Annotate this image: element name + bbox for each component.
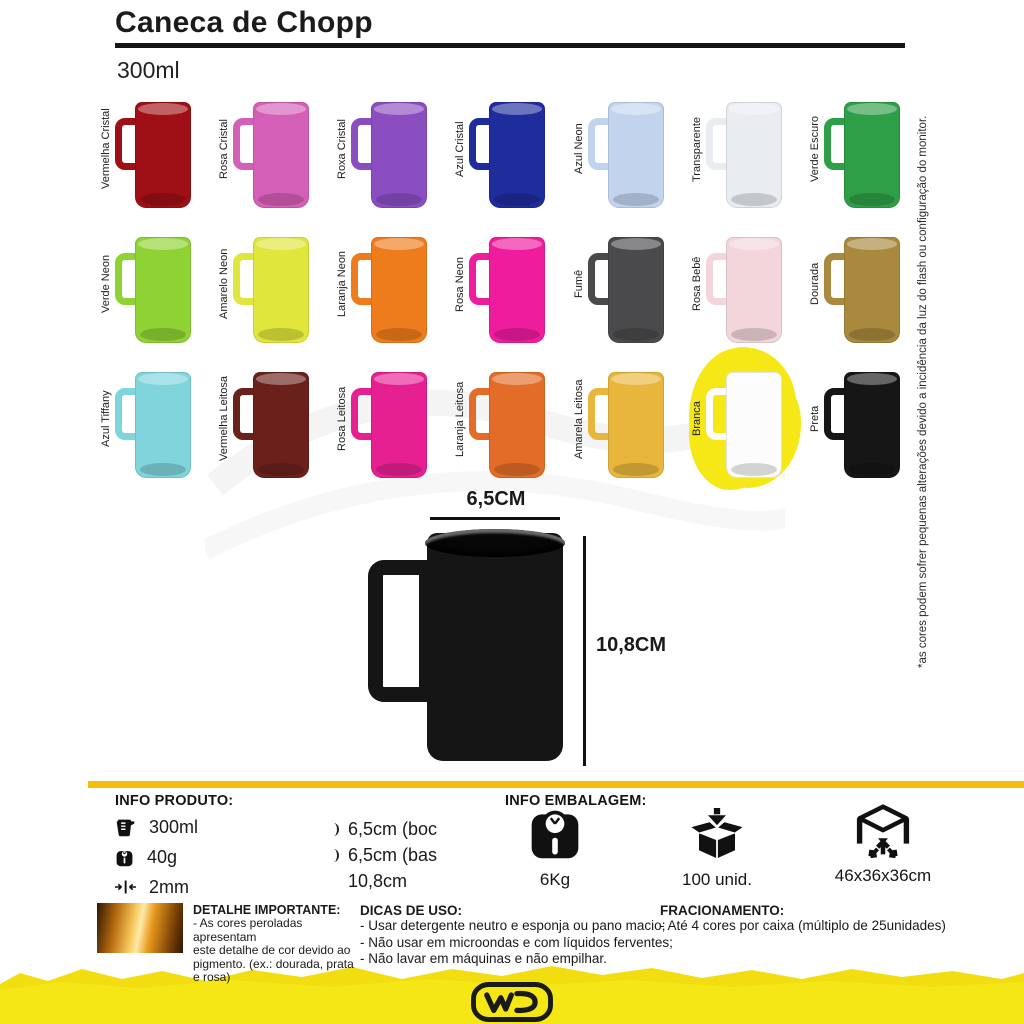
mug-cell — [677, 90, 795, 208]
mug-body — [608, 372, 664, 478]
detalhe-text — [193, 903, 357, 985]
mug-cell — [323, 360, 441, 478]
mug-image — [115, 102, 191, 208]
wd-logo — [470, 981, 554, 1023]
box-size-value: 46x36x36cm — [834, 866, 932, 885]
mug-color-label: Verde Neon — [99, 254, 112, 314]
mug-cell — [677, 225, 795, 343]
height-dimension-row — [330, 868, 437, 894]
weight-icon — [115, 848, 134, 867]
mug-image — [706, 372, 782, 478]
capacity-row — [115, 815, 233, 839]
mug-color-label: Laranja Leitosa — [454, 381, 467, 457]
mug-body — [844, 102, 900, 208]
info-embalagem-heading: INFO EMBALAGEM: — [505, 793, 647, 809]
mug-cell — [796, 225, 914, 343]
mug-color-label: Rosa Leitosa — [336, 386, 349, 452]
detalhe-line: este detalhe de cor devido ao — [193, 943, 351, 957]
mug-image — [588, 372, 664, 478]
mug-color-label: Rosa Cristal — [217, 119, 230, 179]
mug-color-label: Laranja Neon — [336, 250, 349, 318]
mug-cell — [559, 225, 677, 343]
dica-line: - Não lavar em máquinas e não empilhar. — [360, 951, 607, 966]
info-produto-section — [115, 793, 233, 899]
width-dimension-label: 6,5CM — [466, 488, 526, 510]
mug-body — [371, 102, 427, 208]
mug-image — [115, 372, 191, 478]
mug-cell — [796, 90, 914, 208]
mug-cell — [86, 90, 204, 208]
mug-body — [489, 372, 545, 478]
mug-cell — [559, 90, 677, 208]
measuring-cup-icon — [115, 817, 136, 838]
detalhe-importante-section — [97, 903, 357, 985]
scale-icon — [527, 806, 583, 862]
mug-cell — [559, 360, 677, 478]
mug-body — [253, 102, 309, 208]
package-size-icon — [854, 804, 912, 858]
box-icon — [688, 808, 746, 862]
height-dimension-line — [583, 536, 586, 766]
mug-color-label: Fumê — [572, 269, 585, 299]
mug-cell — [204, 90, 322, 208]
mug-color-label: Vermelha Cristal — [99, 108, 112, 190]
mug-image — [706, 102, 782, 208]
mug-body — [844, 372, 900, 478]
dica-line: - Usar detergente neutro e esponja ou pano macio; — [360, 918, 666, 933]
thickness-row — [115, 875, 233, 899]
color-disclaimer-note: *as cores podem sofrer pequenas alterações devido a incidência da luz do flash ou configuração do monitor. — [917, 115, 929, 668]
mug-image — [824, 372, 900, 478]
thickness-value: 2mm — [149, 876, 189, 897]
mug-color-label: Azul Tiffany — [99, 390, 112, 448]
mug-cell — [204, 225, 322, 343]
mug-body — [726, 237, 782, 343]
weight-row — [115, 845, 233, 869]
fracionamento-heading: FRACIONAMENTO: — [660, 903, 785, 918]
mug-cell — [86, 360, 204, 478]
thickness-icon — [115, 879, 136, 895]
big-mug-handle — [368, 560, 434, 702]
height-dimension-label: 10,8CM — [596, 634, 667, 656]
mug-body — [726, 372, 782, 478]
mug-cell — [204, 360, 322, 478]
mug-image — [588, 237, 664, 343]
yellow-divider — [88, 781, 1024, 788]
mug-body — [253, 372, 309, 478]
dimension-diagram — [350, 488, 680, 780]
mug-body — [608, 237, 664, 343]
mug-cell — [677, 360, 795, 478]
mouth-dimension: 6,5cm (boc — [348, 818, 438, 839]
detalhe-line: pigmento. (ex.: dourada, prata e rosa) — [193, 956, 354, 984]
mug-color-label: Roxa Cristal — [336, 119, 349, 179]
mug-body — [135, 372, 191, 478]
mug-image — [469, 237, 545, 343]
mug-image — [115, 237, 191, 343]
mug-body — [608, 102, 664, 208]
diameter-icon — [330, 823, 339, 836]
page-title: Caneca de Chopp — [115, 6, 373, 39]
dicas-heading: DICAS DE USO: — [360, 903, 463, 918]
header — [115, 6, 907, 84]
pearl-detail-photo — [97, 903, 183, 953]
mug-color-label: Transparente — [691, 116, 704, 182]
mug-color-label: Amarela Leitosa — [572, 379, 585, 459]
mug-color-label: Preta — [809, 405, 822, 433]
mug-body — [844, 237, 900, 343]
box-weight-item — [512, 806, 598, 890]
weight-value: 40g — [147, 846, 178, 867]
mug-image — [351, 102, 427, 208]
box-size-item — [824, 804, 942, 886]
mug-image — [824, 102, 900, 208]
mug-image — [233, 372, 309, 478]
mug-color-label: Verde Escuro — [809, 115, 822, 183]
mug-cell — [441, 90, 559, 208]
mug-image — [351, 372, 427, 478]
box-quantity-item — [668, 808, 766, 890]
capacity-value: 300ml — [149, 816, 199, 837]
title-underline — [115, 43, 905, 48]
mug-color-label: Rosa Neon — [454, 256, 467, 312]
mug-body — [489, 237, 545, 343]
mug-image — [706, 237, 782, 343]
mug-body — [135, 237, 191, 343]
big-mug-body — [427, 533, 563, 761]
mug-image — [588, 102, 664, 208]
mug-image — [824, 237, 900, 343]
height-dimension: 10,8cm — [348, 870, 408, 891]
mug-color-label: Vermelha Leitosa — [217, 376, 230, 462]
mug-cell — [441, 360, 559, 478]
info-produto-heading: INFO PRODUTO: — [115, 793, 234, 809]
mug-cell — [441, 225, 559, 343]
mouth-dimension-row — [330, 816, 437, 842]
width-dimension-line — [430, 517, 560, 520]
fracionamento-section — [660, 903, 946, 935]
mug-color-label: Amarelo Neon — [217, 248, 230, 320]
dicas-de-uso-section — [360, 903, 673, 968]
mug-color-grid — [86, 90, 914, 478]
mug-body — [371, 372, 427, 478]
box-weight-value: 6Kg — [539, 870, 571, 889]
volume-subtitle: 300ml — [117, 57, 180, 83]
detalhe-heading: DETALHE IMPORTANTE: — [193, 903, 341, 917]
mug-color-label: Azul Cristal — [454, 121, 467, 177]
mug-color-label: Branca — [691, 401, 704, 437]
mug-body — [135, 102, 191, 208]
mug-color-label: Azul Neon — [572, 123, 585, 175]
mug-cell — [323, 90, 441, 208]
box-quantity-value: 100 unid. — [682, 870, 752, 889]
mug-image — [469, 372, 545, 478]
mug-image — [351, 237, 427, 343]
mug-image — [233, 237, 309, 343]
product-dimensions-list — [330, 816, 437, 894]
mug-cell — [323, 225, 441, 343]
mug-color-label: Dourada — [809, 262, 822, 306]
mug-cell — [86, 225, 204, 343]
dica-line: - Não usar em microondas e com líquidos ferventes; — [360, 934, 673, 950]
mug-body — [371, 237, 427, 343]
base-dimension-row — [330, 842, 437, 868]
mug-cell — [796, 360, 914, 478]
mug-color-label: Rosa Bebê — [691, 256, 704, 312]
base-dimension: 6,5cm (bas — [348, 844, 438, 865]
mug-body — [489, 102, 545, 208]
mug-image — [233, 102, 309, 208]
mug-body — [253, 237, 309, 343]
fracionamento-line: - Até 4 cores por caixa (múltiplo de 25unidades) — [660, 918, 946, 933]
mug-image — [469, 102, 545, 208]
diameter-icon — [330, 849, 339, 862]
mug-body — [726, 102, 782, 208]
detalhe-line: - As cores peroladas apresentam — [193, 916, 303, 944]
